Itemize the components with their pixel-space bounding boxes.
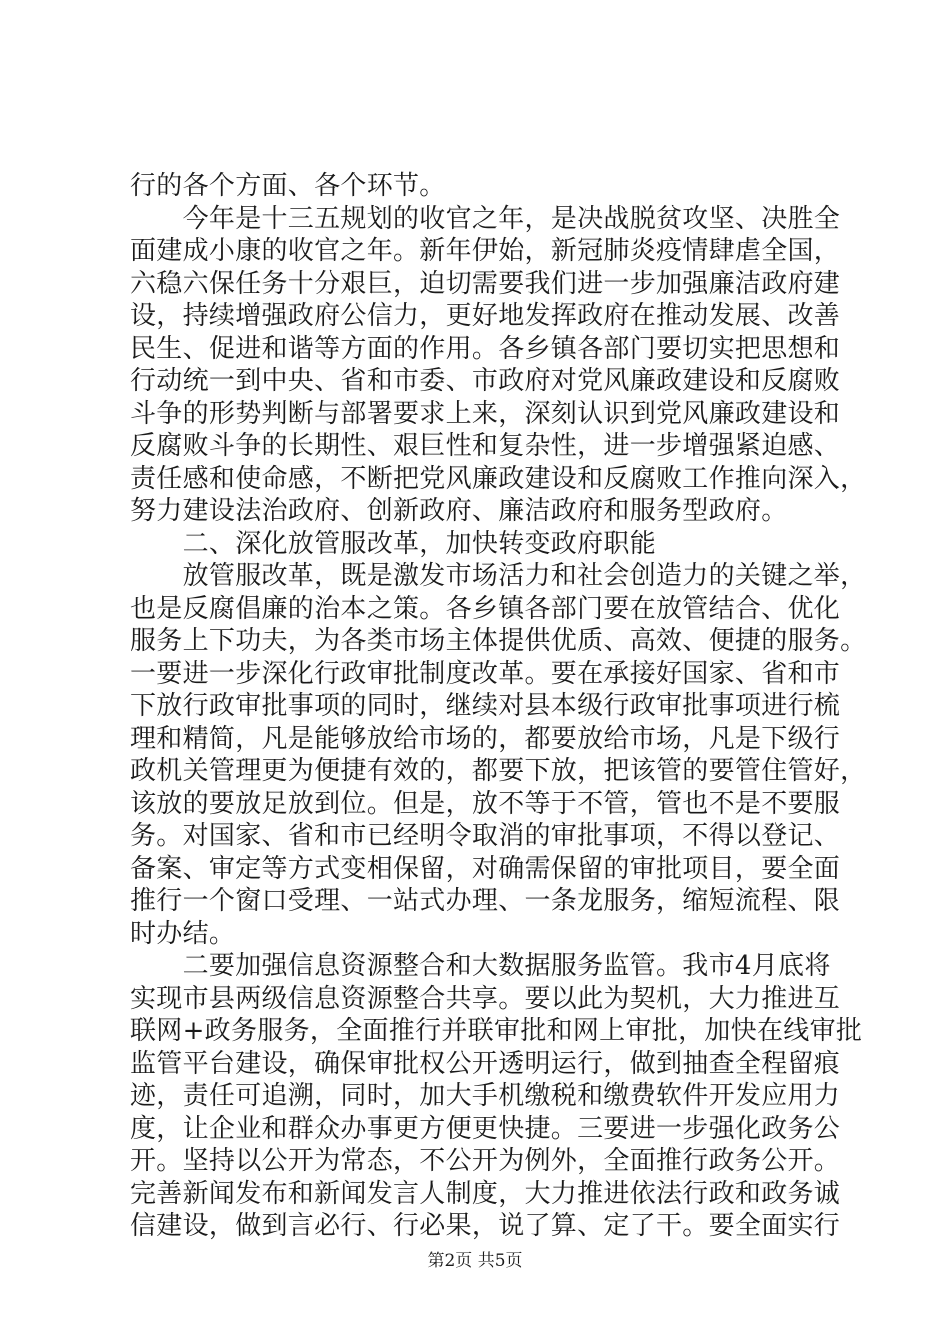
- text-line: 责任感和使命感，不断把党风廉政建设和反腐败工作推向深入，: [130, 463, 867, 494]
- text-line: 时办结。: [130, 918, 236, 949]
- document-body: [130, 170, 867, 1243]
- text-line: 该放的要放足放到位。但是，放不等于不管，管也不是不要服: [130, 788, 841, 819]
- text-line: 二、深化放管服改革，加快转变政府职能: [130, 528, 657, 559]
- text-line: 监管平台建设，确保审批权公开透明运行，做到抽查全程留痕: [130, 1048, 841, 1079]
- text-line: 放管服改革，既是激发市场活力和社会创造力的关键之举，: [130, 561, 867, 591]
- text-line: 联网+政务服务，全面推行并联审批和网上审批，加快在线审批: [130, 1016, 863, 1046]
- text-line: 面建成小康的收官之年。新年伊始，新冠肺炎疫情肆虐全国，: [130, 236, 841, 266]
- text-line: 一要进一步深化行政审批制度改革。要在承接好国家、省和市: [130, 658, 841, 689]
- text-line: 信建设，做到言必行、行必果，说了算、定了干。要全面实行: [130, 1211, 841, 1241]
- text-line: 二要加强信息资源整合和大数据服务监管。我市4月底将: [130, 951, 831, 981]
- text-line: 政机关管理更为便捷有效的，都要下放，把该管的要管住管好，: [130, 756, 867, 786]
- page-footer: 第2页 共5页: [427, 1251, 523, 1271]
- text-line: 迹，责任可追溯，同时，加大手机缴税和缴费软件开发应用力: [130, 1081, 841, 1111]
- text-line: 努力建设法治政府、创新政府、廉洁政府和服务型政府。: [130, 496, 788, 526]
- text-line: 开。坚持以公开为常态，不公开为例外，全面推行政务公开。: [130, 1146, 841, 1176]
- text-line: 也是反腐倡廉的治本之策。各乡镇各部门要在放管结合、优化: [130, 593, 841, 624]
- text-line: 反腐败斗争的长期性、艰巨性和复杂性，进一步增强紧迫感、: [130, 431, 841, 461]
- text-line: 完善新闻发布和新闻发言人制度，大力推进依法行政和政务诚: [130, 1178, 841, 1209]
- text-line: 民生、促进和谐等方面的作用。各乡镇各部门要切实把思想和: [130, 333, 841, 364]
- text-line: 理和精简，凡是能够放给市场的，都要放给市场，凡是下级行: [130, 723, 841, 754]
- text-line: 实现市县两级信息资源整合共享。要以此为契机，大力推进互: [130, 983, 841, 1014]
- text-line: 推行一个窗口受理、一站式办理、一条龙服务，缩短流程、限: [130, 886, 841, 916]
- text-line: 下放行政审批事项的同时，继续对县本级行政审批事项进行梳: [130, 691, 841, 721]
- text-line: 六稳六保任务十分艰巨，迫切需要我们进一步加强廉洁政府建: [130, 268, 841, 299]
- text-line: 服务上下功夫，为各类市场主体提供优质、高效、便捷的服务。: [130, 626, 867, 656]
- text-line: 务。对国家、省和市已经明令取消的审批事项，不得以登记、: [130, 821, 841, 851]
- text-line: 设，持续增强政府公信力，更好地发挥政府在推动发展、改善: [130, 301, 841, 331]
- text-line: 行动统一到中央、省和市委、市政府对党风廉政建设和反腐败: [130, 366, 841, 396]
- text-line: 行的各个方面、各个环节。: [130, 171, 446, 201]
- text-line: 度，让企业和群众办事更方便更快捷。三要进一步强化政务公: [130, 1113, 841, 1144]
- text-line: 备案、审定等方式变相保留，对确需保留的审批项目，要全面: [130, 853, 841, 884]
- text-line: 斗争的形势判断与部署要求上来，深刻认识到党风廉政建设和: [130, 398, 841, 429]
- text-line: 今年是十三五规划的收官之年，是决战脱贫攻坚、决胜全: [130, 203, 841, 234]
